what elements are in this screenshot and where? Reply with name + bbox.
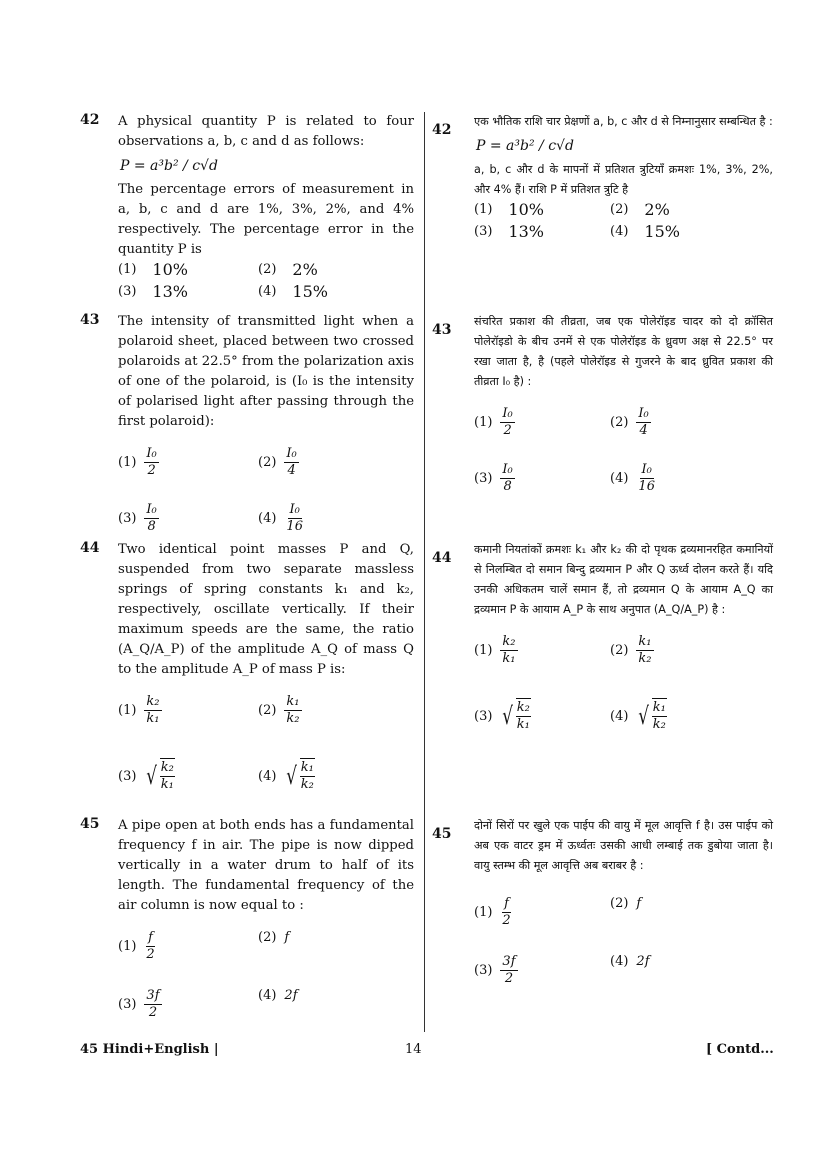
- option-2[interactable]: (2) 2%: [610, 200, 670, 219]
- option-1[interactable]: (1) $\frac{\text{k₂}}{\text{k₁}}$: [474, 634, 516, 666]
- options-row-2: [474, 462, 773, 502]
- question-number: 42: [432, 122, 452, 138]
- option-1[interactable]: (1) $\frac{f}{2}$: [474, 896, 511, 928]
- options-row-2: [474, 954, 773, 994]
- options-row-1: [474, 406, 773, 446]
- option-2[interactable]: (2) $\frac{\text{k₁}}{\text{k₂}}$: [610, 634, 652, 666]
- option-3[interactable]: (3) √ k₂ k₁: [118, 760, 174, 792]
- options-row-2: [118, 282, 414, 304]
- option-4[interactable]: (4) 2f: [610, 954, 650, 969]
- options-row-1: [118, 260, 414, 282]
- question-stem: Two identical point masses P and Q, suspended from two separate massless springs of spring constants k₁ and k₂, respectively, oscillate vertically. If their maximum speeds are the same, the ratio (A_Q/A_P) of the amplitude A_Q of mass Q to the amplitude A_P of mass P is:: [118, 542, 414, 677]
- options-row-1: [118, 446, 414, 486]
- option-4[interactable]: (4) √ k₁ k₂: [258, 760, 314, 792]
- option-3[interactable]: (3) $\frac{\text{I₀}}{8}$: [474, 462, 513, 494]
- option-4[interactable]: (4) 15%: [610, 222, 680, 241]
- question-stem: कमानी नियतांकों क्रमशः k₁ और k₂ की दो पृथक द्रव्यमानरहित कमानियों से निलम्बित दो समान बिन्दु द्रव्यमान P और Q ऊर्ध्व दोलन करते हैं। यदि उनकी अधिकतम चालें समान हैं, तो द्रव्यमान Q के आयाम A_Q का द्रव्यमान P के आयाम A_P के साथ अनुपात (A_Q/A_P) है :: [474, 543, 773, 616]
- options-row-2: [118, 988, 414, 1028]
- option-1[interactable]: (1) $\frac{\text{I₀}}{2}$: [118, 446, 157, 478]
- question-number: 44: [432, 550, 452, 566]
- question-number: 44: [80, 540, 100, 556]
- question-number: 43: [80, 312, 100, 328]
- option-2[interactable]: (2) $\frac{\text{k₁}}{\text{k₂}}$: [258, 694, 300, 726]
- question-stem-continued: a, b, c और d के मापनों में प्रतिशत त्रुटियाँ क्रमशः 1%, 3%, 2%, और 4% हैं। राशि P में प्रतिशत त्रुटि है: [474, 163, 773, 196]
- option-2[interactable]: (2) $\frac{\text{I₀}}{4}$: [258, 446, 297, 478]
- equation: P = a³b² / c√d: [476, 138, 574, 154]
- option-1[interactable]: (1) $\frac{\text{I₀}}{2}$: [474, 406, 513, 438]
- question-stem: दोनों सिरों पर खुले एक पाईप की वायु में मूल आवृत्ति f है। उस पाईप को अब एक वाटर ड्रम में ऊर्ध्वतः उसकी आधी लम्बाई तक डुबोया जाता है। वायु स्तम्भ की मूल आवृत्ति अब बराबर है :: [474, 819, 773, 872]
- options-row-2: [118, 502, 414, 542]
- footer-page-number: 14: [405, 1042, 422, 1057]
- footer-paper-code: 45 Hindi+English |: [80, 1042, 219, 1057]
- option-4[interactable]: (4) √ k₁ k₂: [610, 700, 666, 732]
- option-3[interactable]: (3) $\frac{3f}{2}$: [118, 988, 160, 1020]
- footer-continued: [ Contd...: [706, 1042, 774, 1057]
- question-number: 45: [432, 826, 452, 842]
- options-row-2: [474, 698, 773, 738]
- option-1[interactable]: (1) 10%: [118, 260, 188, 279]
- question-number: 43: [432, 322, 452, 338]
- option-3[interactable]: (3) 13%: [118, 282, 188, 301]
- option-2[interactable]: (2) 2%: [258, 260, 318, 279]
- equation: P = a³b² / c√d: [120, 158, 218, 174]
- question-number: 45: [80, 816, 100, 832]
- option-4[interactable]: (4) $\frac{\text{I₀}}{16}$: [610, 462, 655, 494]
- option-2[interactable]: (2) f: [258, 930, 290, 945]
- options-row-1: [474, 896, 773, 936]
- option-2[interactable]: (2) f: [610, 896, 642, 911]
- option-3[interactable]: (3) 13%: [474, 222, 544, 241]
- column-divider: [424, 112, 425, 1032]
- question-stem: A pipe open at both ends has a fundamental frequency f in air. The pipe is now dipped vertically in a water drum to half of its length. The fundamental frequency of the air column is now equal to :: [118, 818, 414, 913]
- question-stem: एक भौतिक राशि चार प्रेक्षणों a, b, c और d से निम्नानुसार सम्बन्धित है :: [474, 115, 773, 128]
- options-row-1: [118, 694, 414, 734]
- question-stem: The intensity of transmitted light when a polaroid sheet, placed between two crossed polaroids at 22.5° from the polarization axis of one of the polaroid, is (I₀ is the intensity of polarised light after passing through the first polaroid):: [118, 314, 414, 429]
- option-4[interactable]: (4) 2f: [258, 988, 298, 1003]
- option-1[interactable]: (1) 10%: [474, 200, 544, 219]
- question-number: 42: [80, 112, 100, 128]
- option-3[interactable]: (3) $\frac{\text{I₀}}{8}$: [118, 502, 157, 534]
- option-2[interactable]: (2) $\frac{\text{I₀}}{4}$: [610, 406, 649, 438]
- option-1[interactable]: (1) $\frac{f}{2}$: [118, 930, 155, 962]
- question-stem: संचरित प्रकाश की तीव्रता, जब एक पोलेरॉइड चादर को दो क्रॉसित पोलेरॉइडो के बीच उनमें से एक पोलेरॉइड के ध्रुवण अक्ष से 22.5° पर रखा जाता है, है (पहले पोलेरॉइड से गुजरने के बाद ध्रुवित प्रकाश की तीव्रता I₀ है) :: [474, 315, 773, 388]
- option-3[interactable]: (3) √ k₂ k₁: [474, 700, 530, 732]
- option-4[interactable]: (4) 15%: [258, 282, 328, 301]
- option-4[interactable]: (4) $\frac{\text{I₀}}{16}$: [258, 502, 303, 534]
- question-stem: A physical quantity P is related to four observations a, b, c and d as follows:: [118, 114, 414, 149]
- option-1[interactable]: (1) $\frac{\text{k₂}}{\text{k₁}}$: [118, 694, 160, 726]
- question-stem-continued: The percentage errors of measurement in a, b, c and d are 1%, 3%, 2%, and 4% respectively. The percentage error in the quantity P is: [118, 182, 414, 257]
- options-row-1: [474, 200, 773, 222]
- options-row-1: [118, 930, 414, 970]
- option-3[interactable]: (3) $\frac{3f}{2}$: [474, 954, 516, 986]
- options-row-1: [474, 634, 773, 674]
- options-row-2: [474, 222, 773, 244]
- options-row-2: [118, 758, 414, 798]
